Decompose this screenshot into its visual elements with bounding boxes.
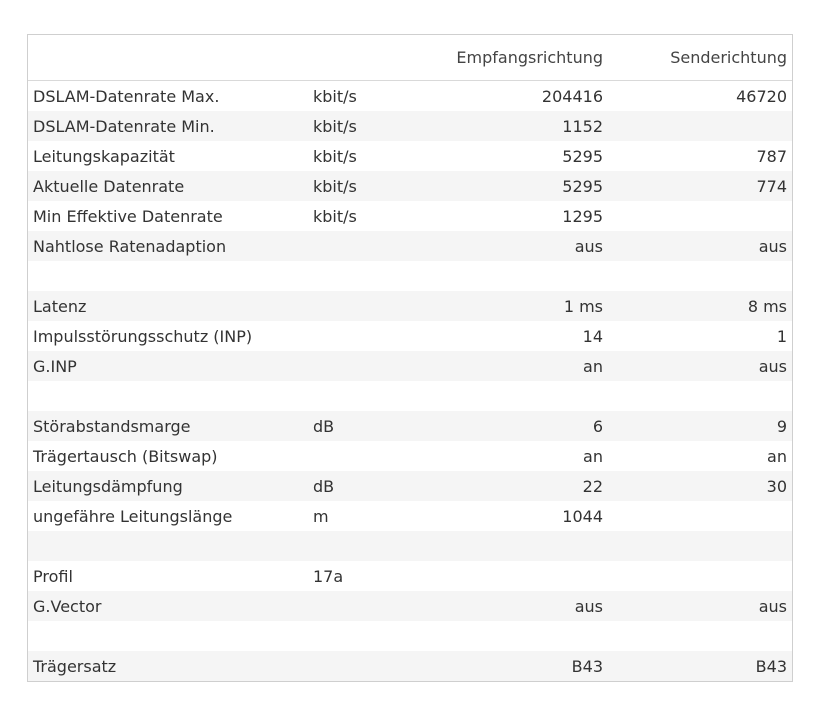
table-row: [28, 651, 792, 681]
row-unit: [308, 621, 428, 651]
row-unit: [308, 231, 428, 261]
row-receive-value: 14: [428, 321, 608, 351]
row-label: [28, 381, 308, 411]
row-unit: [308, 261, 428, 291]
row-label: [28, 621, 308, 651]
table-row: [28, 201, 792, 231]
row-send-value: B43: [608, 651, 792, 681]
row-send-value: 1: [608, 321, 792, 351]
row-unit: [308, 441, 428, 471]
row-send-value: an: [608, 441, 792, 471]
row-label: [28, 531, 308, 561]
row-unit: m: [308, 501, 428, 531]
row-unit: dB: [308, 471, 428, 501]
row-unit: kbit/s: [308, 81, 428, 112]
row-label: Latenz: [28, 291, 308, 321]
row-label: DSLAM-Datenrate Max.: [28, 81, 308, 112]
row-label: G.Vector: [28, 591, 308, 621]
row-unit: [308, 381, 428, 411]
row-receive-value: 1044: [428, 501, 608, 531]
row-send-value: aus: [608, 231, 792, 261]
row-unit: [308, 651, 428, 681]
row-label: G.INP: [28, 351, 308, 381]
row-receive-value: [428, 621, 608, 651]
row-unit: [308, 591, 428, 621]
row-receive-value: aus: [428, 231, 608, 261]
table-row: [28, 171, 792, 201]
row-send-value: [608, 501, 792, 531]
row-unit: kbit/s: [308, 201, 428, 231]
table-header-row: [28, 35, 792, 81]
row-send-value: 774: [608, 171, 792, 201]
row-send-value: [608, 261, 792, 291]
header-label: [28, 35, 308, 81]
row-receive-value: 1152: [428, 111, 608, 141]
row-label: Nahtlose Ratenadaption: [28, 231, 308, 261]
row-unit: dB: [308, 411, 428, 441]
row-label: Trägertausch (Bitswap): [28, 441, 308, 471]
row-unit: 17a: [308, 561, 428, 591]
table-row: [28, 591, 792, 621]
table-row: [28, 111, 792, 141]
row-receive-value: [428, 531, 608, 561]
row-unit: [308, 321, 428, 351]
table-row: [28, 81, 792, 112]
header-send-direction: Senderichtung: [608, 35, 792, 81]
row-label: Trägersatz: [28, 651, 308, 681]
dsl-info-table-container: [27, 34, 793, 682]
row-unit: kbit/s: [308, 111, 428, 141]
row-label: Leitungsdämpfung: [28, 471, 308, 501]
row-send-value: [608, 201, 792, 231]
row-send-value: 787: [608, 141, 792, 171]
row-send-value: [608, 111, 792, 141]
row-receive-value: [428, 381, 608, 411]
row-receive-value: 22: [428, 471, 608, 501]
header-receive-direction: Empfangsrichtung: [428, 35, 608, 81]
row-send-value: aus: [608, 351, 792, 381]
table-row: [28, 411, 792, 441]
table-row: [28, 321, 792, 351]
table-row: [28, 261, 792, 291]
row-send-value: 8 ms: [608, 291, 792, 321]
row-receive-value: aus: [428, 591, 608, 621]
table-row: [28, 351, 792, 381]
row-label: Min Effektive Datenrate: [28, 201, 308, 231]
row-receive-value: an: [428, 441, 608, 471]
row-label: Impulsstörungsschutz (INP): [28, 321, 308, 351]
table-row: [28, 291, 792, 321]
table-row: [28, 561, 792, 591]
row-receive-value: B43: [428, 651, 608, 681]
row-send-value: [608, 381, 792, 411]
row-receive-value: 1295: [428, 201, 608, 231]
dsl-info-table: [28, 35, 792, 681]
header-unit: [308, 35, 428, 81]
table-row: [28, 501, 792, 531]
row-send-value: 46720: [608, 81, 792, 112]
row-send-value: 9: [608, 411, 792, 441]
row-receive-value: an: [428, 351, 608, 381]
table-row: [28, 231, 792, 261]
row-receive-value: 5295: [428, 141, 608, 171]
table-row: [28, 621, 792, 651]
row-receive-value: 204416: [428, 81, 608, 112]
row-label: ungefähre Leitungslänge: [28, 501, 308, 531]
row-receive-value: 1 ms: [428, 291, 608, 321]
row-unit: kbit/s: [308, 171, 428, 201]
row-label: Störabstandsmarge: [28, 411, 308, 441]
row-label: Profil: [28, 561, 308, 591]
row-receive-value: [428, 261, 608, 291]
row-send-value: [608, 621, 792, 651]
row-unit: [308, 291, 428, 321]
row-send-value: 30: [608, 471, 792, 501]
row-label: Leitungskapazität: [28, 141, 308, 171]
row-receive-value: 5295: [428, 171, 608, 201]
table-row: [28, 531, 792, 561]
row-unit: [308, 531, 428, 561]
table-row: [28, 141, 792, 171]
row-receive-value: 6: [428, 411, 608, 441]
row-receive-value: [428, 561, 608, 591]
row-unit: kbit/s: [308, 141, 428, 171]
row-send-value: [608, 531, 792, 561]
row-label: DSLAM-Datenrate Min.: [28, 111, 308, 141]
table-row: [28, 441, 792, 471]
table-row: [28, 381, 792, 411]
row-label: Aktuelle Datenrate: [28, 171, 308, 201]
row-send-value: [608, 561, 792, 591]
row-send-value: aus: [608, 591, 792, 621]
row-label: [28, 261, 308, 291]
row-unit: [308, 351, 428, 381]
table-row: [28, 471, 792, 501]
